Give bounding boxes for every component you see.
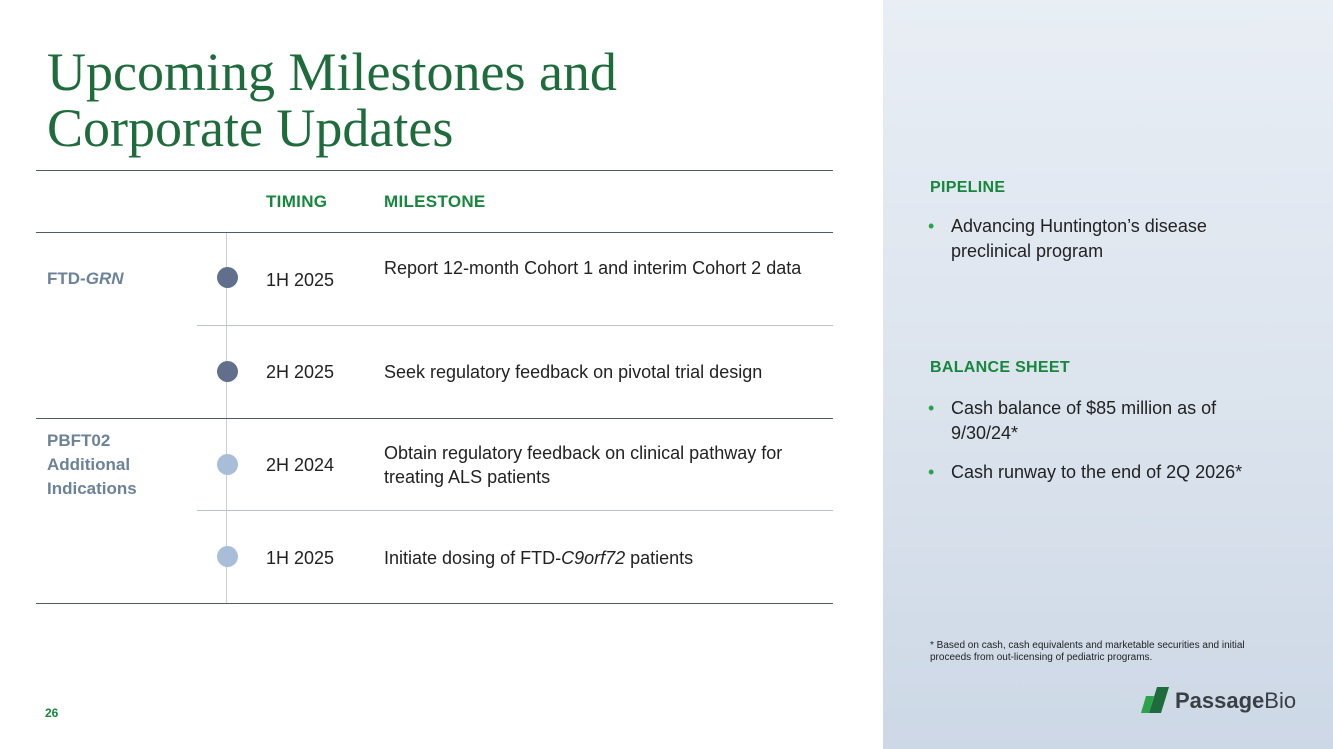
row-4-timing: 1H 2025 (266, 548, 335, 568)
footnote: * Based on cash, cash equivalents and marketable securities and initial proceeds from out-licensing of pediatric programs. (930, 640, 1245, 663)
balance-bullet-1-text: Cash balance of $85 million as of 9/30/24* (951, 398, 1217, 443)
group-rule (36, 418, 833, 419)
row-3-milestone: Obtain regulatory feedback on clinical pathway for treating ALS patients (384, 443, 783, 487)
table-bottom-rule (36, 603, 833, 604)
bullet-icon: • (928, 462, 935, 482)
table-top-rule (36, 170, 833, 171)
program-ftd-grn-prefix: FTD- (47, 269, 86, 288)
timeline-dot (217, 454, 238, 475)
row-3-timing: 2H 2024 (266, 455, 335, 475)
program-ftd-grn-gene: GRN (85, 269, 124, 288)
timing-header: TIMING (266, 192, 328, 211)
program-pbft02-line-1: PBFT02 (47, 431, 111, 450)
bullet-icon: • (928, 216, 935, 236)
balance-bullet-2 (928, 460, 1328, 485)
row-divider (197, 325, 833, 326)
pipeline-bullet (928, 214, 1258, 264)
passage-bio-mark-icon (1140, 686, 1170, 714)
pipeline-heading: PIPELINE (930, 179, 1006, 196)
milestone-header: MILESTONE (384, 192, 486, 211)
timeline-dot (217, 546, 238, 567)
balance-bullet-1 (928, 396, 1258, 446)
row-divider (197, 510, 833, 511)
bullet-icon: • (928, 398, 935, 418)
balance-bullet-2-text: Cash runway to the end of 2Q 2026* (951, 462, 1243, 482)
sidebar-panel (883, 0, 1333, 749)
row-1-timing: 1H 2025 (266, 270, 335, 290)
page-title (47, 44, 827, 156)
program-pbft02-line-2: Additional (47, 455, 131, 474)
row-2-timing: 2H 2025 (266, 362, 335, 382)
row-1-milestone: Report 12-month Cohort 1 and interim Cohort 2 data (384, 258, 802, 278)
pipeline-bullet-text: Advancing Huntington’s disease preclinical program (951, 216, 1207, 261)
header-rule (36, 232, 833, 233)
logo-word-2: Bio (1264, 688, 1297, 713)
title-line-1: Upcoming Milestones and (47, 42, 617, 102)
logo-wordmark (1175, 688, 1296, 714)
row-2-milestone: Seek regulatory feedback on pivotal trial design (384, 362, 763, 382)
row-4-milestone-suffix: patients (625, 548, 694, 568)
timeline-dot (217, 267, 238, 288)
timeline-dot (217, 361, 238, 382)
title-line-2: Corporate Updates (47, 98, 454, 158)
row-4-milestone-prefix: Initiate dosing of FTD- (384, 548, 562, 568)
row-4-milestone-gene: C9orf72 (561, 548, 626, 568)
program-pbft02-line-3: Indications (47, 479, 137, 498)
page-number: 26 (45, 706, 59, 720)
program-ftd-grn (47, 267, 124, 291)
logo-word-1: Passage (1175, 688, 1265, 713)
program-pbft02 (47, 429, 137, 501)
balance-sheet-heading: BALANCE SHEET (930, 359, 1070, 376)
row-4-milestone (384, 546, 824, 570)
